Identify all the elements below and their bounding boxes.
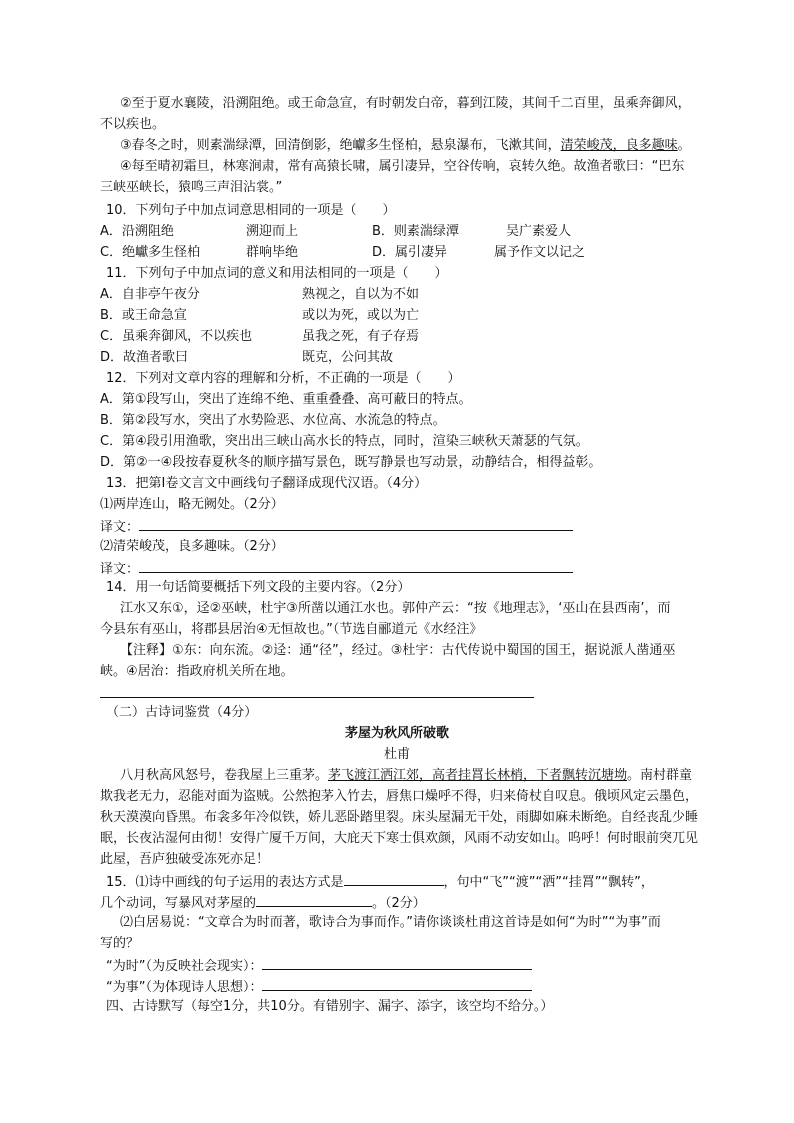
q11-option-d-left: D．故渔者歌曰	[100, 350, 189, 365]
passage-paragraph-2-line-2: 不以疾也。	[100, 117, 166, 132]
q11-option-b-right: 或以为死，或以为亡	[302, 308, 420, 323]
q12-option-a: A．第①段写山，突出了连绵不绝、重重叠叠、高可蔽日的特点。	[100, 392, 472, 407]
poem-line-2: 欺我老无力，忍能对面为盗贼。公然抱茅入竹去，唇焦口燥呼不得，归来倚杖自叹息。俄顷风定云墨色，	[100, 789, 699, 804]
q15-blank-1[interactable]	[344, 871, 444, 886]
q15-wei-shi-ren-label: “为事”（为体现诗人思想）：	[106, 980, 263, 995]
q15-wei-shi-blank[interactable]	[262, 955, 532, 970]
q15-wei-shi-ren	[106, 976, 726, 998]
q15-part-1-text-c: 几个动词，写暴风对茅屋的	[100, 896, 257, 911]
q13-sentence-1: ⑴两岸连山，略无阙处。（2分）	[100, 497, 284, 512]
poem-underlined-sentence: 茅飞渡江洒江郊，高者挂罥长林梢，下者飘转沉塘坳	[328, 768, 628, 783]
q14-note-line-2: 峡。④居治：指政府机关所在地。	[100, 664, 294, 679]
q10-option-a-right: 溯迎而上	[246, 224, 299, 239]
q14-text-line-1: 江水又东①，迳②巫峡，杜宇③所凿以通江水也。郭仲产云：“按《地理志》，‘巫山在县西南’，而	[120, 601, 671, 616]
passage-paragraph-4-line-2: 三峡巫峡长，猿鸣三声泪沾裳。”	[100, 180, 283, 195]
q10-option-c-right: 群响毕绝	[246, 245, 299, 260]
q11-option-d-right: 既克，公问其故	[302, 350, 394, 365]
q12-option-d: D．第②一④段按春夏秋冬的顺序描写景色，既写静景也写动景，动静结合，相得益彰。	[100, 455, 602, 470]
q15-wei-shi-ren-blank[interactable]	[262, 976, 532, 991]
q11-option-b-left: B．或王命急宣	[100, 308, 187, 323]
poem-line-1-start: 八月秋高风怒号，卷我屋上三重茅。	[120, 768, 329, 783]
question-14-stem: 14．用一句话简要概括下列文段的主要内容。（2分）	[106, 580, 411, 595]
passage-paragraph-4-line-1: ④每至晴初霜旦，林寒涧肃，常有高猿长啸，属引凄异，空谷传响，哀转久绝。故渔者歌曰：“巴东	[120, 159, 685, 174]
translation-blank-2[interactable]	[139, 558, 573, 573]
poem-author: 杜甫	[383, 747, 410, 762]
translation-blank-1[interactable]	[139, 516, 573, 531]
section-2-heading: （二）古诗词鉴赏（4分）	[106, 705, 258, 720]
q12-option-b: B．第②段写水，突出了水势险恶、水位高、水流急的特点。	[100, 413, 446, 428]
q12-option-c: C．第④段引用渔歌，突出出三峡山高水长的特点，同时，渲染三峡秋天萧瑟的气氛。	[100, 434, 589, 449]
q13-answer-1	[100, 516, 720, 538]
q14-text-line-2: 今县东有巫山，将郡县居治④无恒故也。”（节选自郦道元《水经注》	[100, 622, 483, 637]
passage-paragraph-3	[120, 136, 740, 156]
q13-answer-2	[100, 558, 720, 580]
q11-option-a-right: 熟视之，自以为不如	[302, 287, 420, 302]
passage-paragraph-3-end: 。	[677, 138, 691, 153]
q15-part-1-text-d: 。（2分）	[372, 896, 426, 911]
question-11-stem: 11．下列句子中加点词的意义和用法相同的一项是（ ）	[106, 266, 448, 281]
question-13-stem: 13．把第Ⅰ卷文言文中画线句子翻译成现代汉语。（4分）	[106, 476, 428, 491]
question-10-stem: 10．下列句子中加点词意思相同的一项是（ ）	[106, 203, 396, 218]
q10-option-d-left: D．属引凄异	[372, 245, 448, 260]
q10-option-a-left: A．沿溯阻绝	[100, 224, 174, 239]
poem-line-1-end: 。南村群童	[627, 768, 693, 783]
poem-title: 茅屋为秋风所破歌	[344, 726, 449, 741]
q15-part-1-text-b: ，句中“飞”“渡”“洒”“挂罥”“飘转”，	[443, 875, 654, 890]
q10-option-d-right: 属予作文以记之	[494, 245, 586, 260]
q15-part-2-line-2: 写的？	[100, 936, 140, 951]
underlined-sentence: 清荣峻茂，良多趣味	[560, 138, 678, 153]
q15-part-1-text-a: 15．⑴诗中画线的句子运用的表达方式是	[106, 875, 344, 890]
section-4-heading: 四、古诗默写（每空1分，共10分。有错别字、漏字、添字，该空均不给分。）	[106, 999, 554, 1014]
q15-part-2-line-1: ⑵白居易说：“文章合为时而著，歌诗合为事而作。”请你谈谈杜甫这首诗是如何“为时”“为事”而	[120, 915, 661, 930]
q10-option-c-left: C．绝巘多生怪柏	[100, 245, 201, 260]
translation-label-1: 译文：	[100, 520, 140, 535]
q11-option-c-left: C．虽乘奔御风，不以疾也	[100, 329, 253, 344]
q10-option-b-left: B．则素湍绿潭	[372, 224, 459, 239]
q15-blank-2[interactable]	[256, 892, 372, 907]
q15-wei-shi	[106, 955, 726, 977]
question-12-stem: 12．下列对文章内容的理解和分析，不正确的一项是（ ）	[106, 371, 461, 386]
q14-note-line-1: 【注释】①东：向东流。②迳：通“径”，经过。③杜宇：古代传说中蜀国的国王，据说派人凿通巫	[120, 643, 676, 658]
poem-line-4: 眠，长夜沾湿何由彻！安得广厦千万间，大庇天下寒士俱欢颜，风雨不动安如山。呜呼！何时眼前突兀见	[100, 831, 699, 846]
q15-part-1-line-1	[106, 871, 726, 893]
q11-option-c-right: 虽我之死，有子存焉	[302, 329, 420, 344]
q11-option-a-left: A．自非亭午夜分	[100, 287, 200, 302]
q10-option-b-right: 吴广素爱人	[506, 224, 572, 239]
passage-paragraph-2-line-1: ②至于夏水襄陵，沿溯阻绝。或王命急宣，有时朝发白帝，暮到江陵，其间千二百里，虽乘奔御风，	[120, 96, 691, 111]
q15-wei-shi-label: “为时”（为反映社会现实）：	[106, 959, 263, 974]
translation-label-2: 译文：	[100, 562, 140, 577]
q13-sentence-2: ⑵清荣峻茂，良多趣味。（2分）	[100, 539, 284, 554]
poem-line-1	[120, 766, 740, 786]
q15-part-1-line-2	[100, 892, 720, 914]
q14-answer-blank[interactable]	[100, 697, 534, 698]
poem-line-3: 秋天漠漠向昏黑。布衾多年冷似铁，娇儿恶卧踏里裂。床头屋漏无干处，雨脚如麻未断绝。自经丧乱少睡	[100, 810, 699, 825]
passage-paragraph-3-text: ③春冬之时，则素湍绿潭，回清倒影，绝巘多生怪柏，悬泉瀑布，飞漱其间，	[120, 138, 561, 153]
poem-line-5: 此屋，吾庐独破受冻死亦足！	[100, 852, 270, 867]
